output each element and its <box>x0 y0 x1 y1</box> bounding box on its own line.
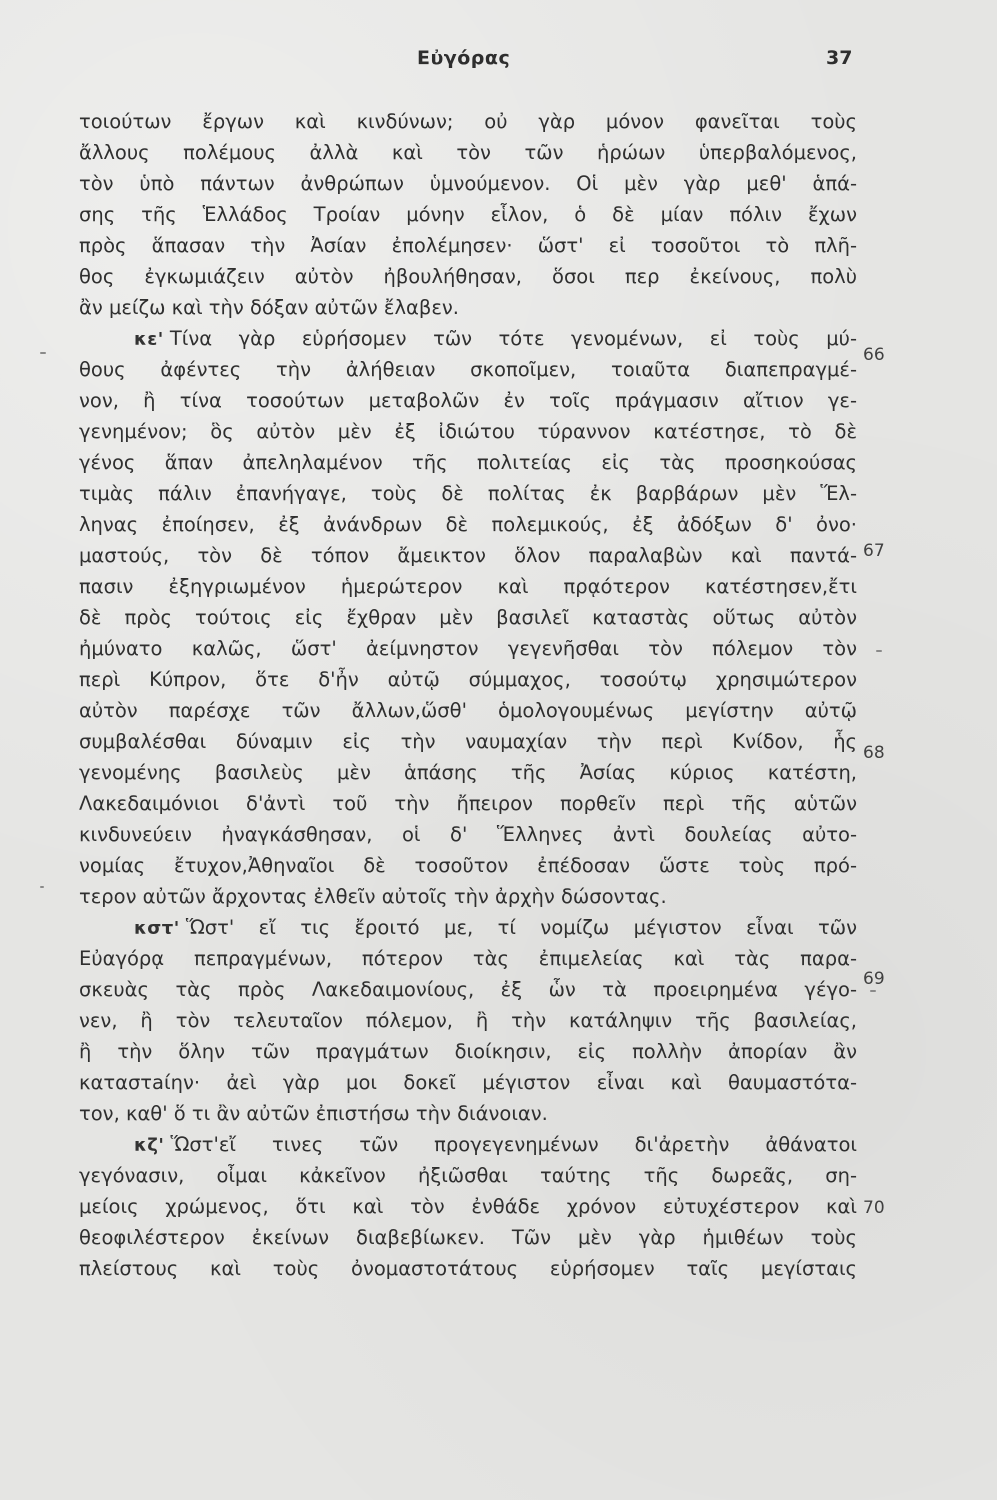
text-line: τὸν ὑπὸ πάντων ἀνθρώπων ὑμνούμενον. Οἱ μὲν γὰρ μεθ' ἁπά- <box>79 172 857 195</box>
scan-speck <box>870 990 876 992</box>
scan-speck <box>40 352 46 354</box>
margin-number: 67 <box>863 541 885 561</box>
section-marker: κζ' <box>134 1135 165 1156</box>
text-line: σκευὰς τὰς πρὸς Λακεδαιμονίους, ἐξ ὧν τὰ προειρημένα γέγο- <box>79 978 857 1001</box>
text-line: συμβαλέσθαι δύναμιν εἰς τὴν ναυμαχίαν τὴν περὶ Κνίδον, ἧς <box>79 730 857 753</box>
text-line: Εὐαγόρᾳ πεπραγμένων, πότερον τὰς ἐπιμελείας καὶ τὰς παρα- <box>79 947 857 970</box>
text-line: τοιούτων ἔργων καὶ κινδύνων; οὐ γὰρ μόνον φανεῖται τοὺς <box>79 110 857 133</box>
text-line: γενημένον; ὃς αὐτὸν μὲν ἐξ ἰδιώτου τύραννον κατέστησε, τὸ δὲ <box>79 420 857 443</box>
section-marker: κστ' <box>134 918 180 939</box>
text-line: τιμὰς πάλιν ἐπανήγαγε, τοὺς δὲ πολίτας ἐκ βαρβάρων μὲν Ἕλ- <box>79 482 857 505</box>
text-line: θους ἀφέντες τὴν ἀλήθειαν σκοποῖμεν, τοιαῦτα διαπεπραγμέ- <box>79 358 857 381</box>
scan-speck <box>40 886 44 888</box>
text-line: Ὥστ' εἴ τις ἔροιτό με, τί νομίζω μέγιστον εἶναι τῶν <box>185 916 857 939</box>
scan-speck <box>876 650 882 652</box>
text-line: ἂν μείζω καὶ τὴν δόξαν αὐτῶν ἔλαβεν. <box>79 296 459 319</box>
text-line: αὐτὸν παρέσχε τῶν ἄλλων,ὥσθ' ὁμολογουμένως μεγίστην αὐτῷ <box>79 699 857 722</box>
text-line: γένος ἅπαν ἀπεληλαμένον τῆς πολιτείας εἰς τὰς προσηκούσας <box>79 451 857 474</box>
text-line: Λακεδαιμόνιοι δ'ἀντὶ τοῦ τὴν ἤπειρον πορθεῖν περὶ τῆς αὑτῶν <box>79 792 857 815</box>
margin-number: 68 <box>863 743 885 763</box>
text-line: σης τῆς Ἑλλάδος Τροίαν μόνην εἷλον, ὁ δὲ μίαν πόλιν ἔχων <box>79 203 857 226</box>
text-line: ἄλλους πολέμους ἀλλὰ καὶ τὸν τῶν ἡρώων ὑπερβαλόμενος, <box>79 141 857 164</box>
text-line: τερον αὐτῶν ἄρχοντας ἐλθεῖν αὐτοῖς τὴν ἀρχὴν δώσοντας. <box>79 885 667 908</box>
section-line <box>134 323 857 354</box>
text-line: τον, καθ' ὅ τι ἂν αὐτῶν ἐπιστήσω τὴν διάνοιαν. <box>79 1102 548 1125</box>
text-line: πρὸς ἅπασαν τὴν Ἀσίαν ἐπολέμησεν· ὥστ' εἰ τοσοῦτοι τὸ πλῆ- <box>79 234 857 257</box>
text-line: μείοις χρώμενος, ὅτι καὶ τὸν ἐνθάδε χρόνον εὐτυχέστερον καὶ <box>79 1195 857 1218</box>
section-line <box>134 912 857 943</box>
text-line: καταστaίην· ἀεὶ γὰρ μοι δοκεῖ μέγιστον εἶναι καὶ θαυμαστότα- <box>79 1071 857 1094</box>
margin-number: 66 <box>863 345 885 365</box>
running-head <box>0 47 997 77</box>
text-line: ἢ τὴν ὅλην τῶν πραγμάτων διοίκησιν, εἰς πολλὴν ἀπορίαν ἂν <box>79 1040 857 1063</box>
text-line: γενομένης βασιλεὺς μὲν ἁπάσης τῆς Ἀσίας κύριος κατέστη, <box>79 761 857 784</box>
text-line: πασιν ἐξηγριωμένον ἡμερώτερον καὶ πρᾳότερον κατέστησεν,ἔτι <box>79 575 857 598</box>
running-head-title: Εὐγόρας <box>417 47 511 69</box>
text-line: ἠμύνατο καλῶς, ὥστ' ἀείμνηστον γεγενῆσθαι τὸν πόλεμον τὸν <box>79 637 857 660</box>
text-line: πλείστους καὶ τοὺς ὀνομαστοτάτους εὑρήσομεν ταῖς μεγίσταις <box>79 1257 857 1280</box>
section-marker: κε' <box>134 329 164 350</box>
section-line <box>134 1129 857 1160</box>
text-line: κινδυνεύειν ἠναγκάσθησαν, οἱ δ' Ἕλληνες ἀντὶ δουλείας αὐτο- <box>79 823 857 846</box>
text-line: ληνας ἐποίησεν, ἐξ ἀνάνδρων δὲ πολεμικούς, ἐξ ἀδόξων δ' ὀνο· <box>79 513 857 536</box>
margin-number: 70 <box>863 1198 885 1218</box>
text-line: μαστούς, τὸν δὲ τόπον ἄμεικτον ὅλον παραλαβὼν καὶ παντά- <box>79 544 857 567</box>
text-line: θεοφιλέστερον ἐκείνων διαβεβίωκεν. Τῶν μὲν γὰρ ἡμιθέων τοὺς <box>79 1226 857 1249</box>
text-line: περὶ Κύπρον, ὅτε δ'ἦν αὐτῷ σύμμαχος, τοσούτῳ χρησιμώτερον <box>79 668 857 691</box>
margin-number: 69 <box>863 969 885 989</box>
page-number: 37 <box>826 47 853 69</box>
text-line: γεγόνασιν, οἶμαι κἀκεῖνον ἠξιῶσθαι ταύτης τῆς δωρεᾶς, ση- <box>79 1164 857 1187</box>
text-line: δὲ πρὸς τούτοις εἰς ἔχθραν μὲν βασιλεῖ καταστὰς οὕτως αὐτὸν <box>79 606 857 629</box>
text-line: νεν, ἢ τὸν τελευταῖον πόλεμον, ἢ τὴν κατάληψιν τῆς βασιλείας, <box>79 1009 857 1032</box>
text-line: Τίνα γὰρ εὑρήσομεν τῶν τότε γενομένων, εἰ τοὺς μύ- <box>169 327 857 350</box>
text-line: νον, ἢ τίνα τοσούτων μεταβολῶν ἐν τοῖς πράγμασιν αἴτιον γε- <box>79 389 857 412</box>
text-line: θος ἐγκωμιάζειν αὐτὸν ἠβουλήθησαν, ὅσοι περ ἐκείνους, πολὺ <box>79 265 857 288</box>
text-line: νομίας ἔτυχον,Ἀθηναῖοι δὲ τοσοῦτον ἐπέδοσαν ὥστε τοὺς πρό- <box>79 854 857 877</box>
text-line: Ὥστ'εἴ τινες τῶν προγεγενημένων δι'ἀρετὴν ἀθάνατοι <box>170 1133 857 1156</box>
